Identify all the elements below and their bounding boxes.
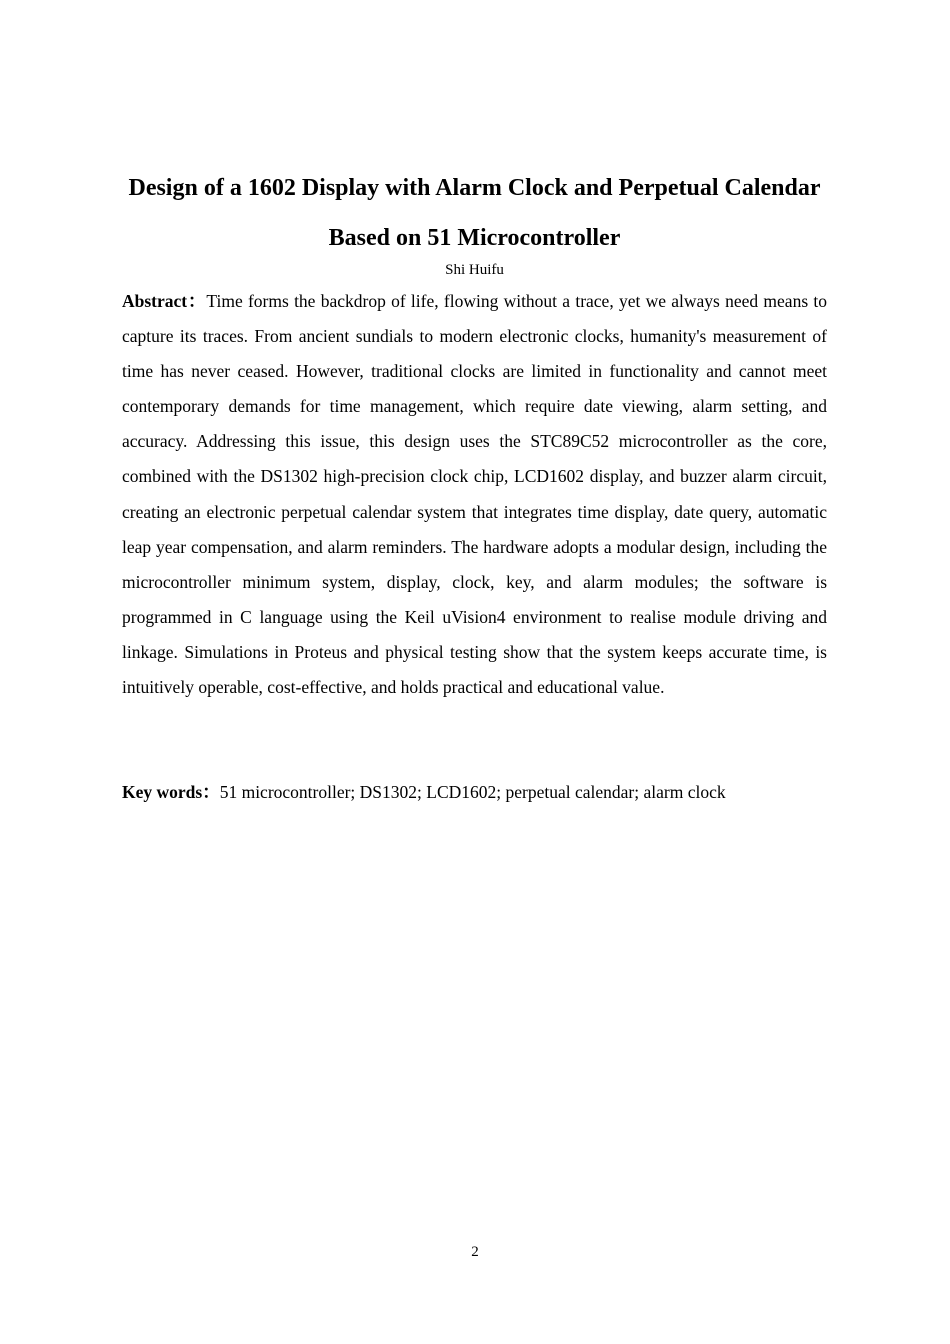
abstract-paragraph: [122, 284, 827, 705]
author-name: Shi Huifu: [445, 262, 504, 278]
abstract-text: Time forms the backdrop of life, flowing without a trace, yet we always need means to capture its traces. From ancient sundials to modern electronic clocks, humanity's measurement of time has never ceased. However, traditional clocks are limited in functionality and cannot meet contemporary demands for time management, which require date viewing, alarm setting, and accuracy. Addressing this issue, this design uses the STC89C52 microcontroller as the core, combined with the DS1302 high-precision clock chip, LCD1602 display, and buzzer alarm circuit, creating an electronic perpetual calendar system that integrates time display, date query, automatic leap year compensation, and alarm reminders. The hardware adopts a modular design, including the microcontroller minimum system, display, clock, key, and alarm modules; the software is programmed in C language using the Keil uVision4 environment to realise module driving and linkage. Simulations in Proteus and physical testing show that the system keeps accurate time, is intuitively operable, cost-effective, and holds practical and educational value.: [122, 291, 827, 698]
page-number: 2: [471, 1244, 479, 1260]
abstract-label: Abstract：: [122, 291, 207, 311]
keywords-paragraph: [122, 775, 827, 810]
keywords-label: Key words：: [122, 782, 220, 802]
document-title: Design of a 1602 Display with Alarm Clock and Perpetual Calendar Based on 51 Microcontroller: [128, 175, 821, 251]
keywords-text: 51 microcontroller; DS1302; LCD1602; perpetual calendar; alarm clock: [219, 782, 726, 802]
